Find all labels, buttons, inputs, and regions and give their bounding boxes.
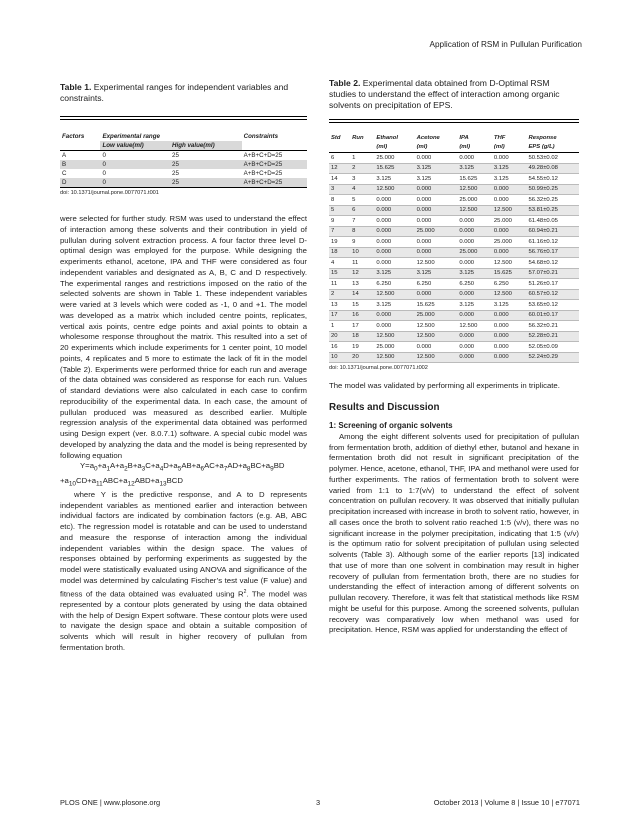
table-row	[329, 300, 579, 311]
equation-line-2	[60, 476, 307, 490]
t2-cell: 0.000	[457, 352, 492, 363]
t2-cell: 61.16±0.12	[528, 238, 558, 245]
eq-part: ABC+a	[102, 475, 128, 485]
eq-part: CD+a	[76, 475, 97, 485]
t2-cell: 3.125	[493, 175, 509, 182]
t2-cell: 60.01±0.17	[526, 310, 579, 321]
t2-unit: (ml)	[416, 144, 428, 151]
t2-cell: 12.500	[492, 205, 527, 216]
t2-cell: 12.500	[374, 184, 414, 195]
t2-cell: 12.500	[457, 205, 492, 216]
t2-cell: 16	[350, 310, 374, 321]
eq-part: BD	[273, 461, 285, 471]
t2-cell: 15.625	[374, 163, 414, 174]
t2-cell: 0.000	[493, 343, 509, 350]
left-column	[60, 78, 307, 654]
t2-cell: 19	[331, 238, 338, 245]
eq-sub: 6	[200, 465, 205, 473]
t2-cell: 9	[352, 238, 356, 245]
t2-cell: 25.000	[376, 343, 395, 350]
t2-cell: 12.500	[374, 331, 414, 342]
eq-part: D+a	[163, 461, 178, 471]
eq-part: ABD+a	[134, 475, 160, 485]
subsection-heading: 1: Screening of organic solvents	[329, 420, 453, 430]
t1-header-high: High value(ml)	[170, 141, 242, 151]
eq-sub: 10	[68, 480, 77, 488]
t2-cell: 0.000	[457, 331, 492, 342]
t1-header-factors: Factors	[62, 133, 85, 140]
table2-caption-text: Experimental data obtained from D-Optimal RSM studies to understand the effect of interaction among organic solvents on precipitation of EPS.	[329, 78, 560, 110]
table-row	[329, 153, 579, 164]
table-row	[60, 160, 307, 169]
t2-cell: 53.81±0.25	[526, 205, 579, 216]
t2-cell: 12	[329, 163, 350, 174]
table-row	[329, 247, 579, 258]
t2-cell: 5	[352, 196, 356, 203]
t2-cell: 4	[331, 259, 335, 266]
running-head: Application of RSM in Pullulan Purification	[429, 40, 582, 49]
t1-cell: 0	[102, 179, 106, 186]
table-row	[60, 169, 307, 178]
table2-caption	[329, 78, 579, 111]
t2-unit	[329, 143, 350, 153]
t2-cell: 7	[352, 217, 356, 224]
t2-cell: 0.000	[459, 154, 475, 161]
t2-cell: 0.000	[493, 322, 509, 329]
t2-cell: 11	[331, 280, 338, 287]
paragraph-text: where Y is the predictive response, and A to D represents independent variables as mentioned earlier and interaction between individual factors are indicated by combination factors (e.g. AB, ABC etc). The regression model is rotatable and can be used to understand and measure the response of interaction among the individual independent variables within the design space. The values of responses obtained by performing experiments as suggested by the model were statistically evaluated using ANOVA and significance of the model was determined by calculating Fischer’s test value (F value) and fitness of the data obtained was evaluated using R	[60, 489, 307, 599]
t2-header: Acetone	[416, 134, 440, 141]
table-row	[329, 321, 579, 332]
t2-cell: 0.000	[457, 226, 492, 237]
t2-cell: 15	[329, 268, 350, 279]
t1-cell: C	[62, 170, 67, 177]
t2-cell: 25.000	[457, 247, 492, 258]
t2-cell: 0.000	[492, 247, 527, 258]
t1-header-low: Low value(ml)	[100, 141, 170, 151]
t2-cell: 15	[352, 301, 359, 308]
t2-cell: 6.250	[459, 280, 475, 287]
table2	[329, 133, 579, 363]
t2-cell: 14	[331, 175, 338, 182]
table-row	[329, 289, 579, 300]
paragraph: Among the eight different solvents used for precipitation of pullulan from fermentation broth, addition of diethyl ether, butanol and hexane in fermentation broth did not result in significant precipitation of the polymer. Hence, acetone, ethanol, THF, IPA and methanol were used for further experiments. The ratios of fermentation broth to solvent were varied from 1:1 to 1:7(v/v) to understand the effect of solvent concentration on pullulan recovery. It was observed that initially pullulan precipitation increased with increase in broth to solvent ratio, however, in all cases once the broth to solvent ratio reached 1:5 (v/v), there was no significant increase in the polymer precipitation, indicating that 1:5 (v/v) is the optimum ratio for solvent precipitation of pullulan using selected solvents (Table 3). Although some of the earlier reports [13] indicated that use of more than one solvent in combination may result in higher recovery of pullulan from fermentation broth, there are no studies for understanding the effect of interaction among of different solvents on pullulan recovery. Therefore, it was felt that statistical methods like RSM might be useful for this purpose. Among the screened solvents, pullulan recovery was comparatively low when methanol was used for precipitation. Hence, RSM was applied for understanding the effect of	[329, 431, 579, 635]
t2-unit: (ml)	[493, 144, 505, 151]
t2-cell: 12.500	[416, 322, 435, 329]
t2-cell: 0.000	[376, 322, 392, 329]
eq-line1-rest	[97, 461, 285, 473]
t2-cell: 0.000	[493, 196, 509, 203]
t2-cell: 25.000	[415, 226, 458, 237]
eq-part: A+a	[110, 461, 125, 471]
t2-cell: 0.000	[374, 205, 414, 216]
right-body-2	[329, 432, 579, 636]
eq-sub: 13	[159, 480, 167, 488]
t2-cell: 3.125	[415, 268, 458, 279]
eq-part: BC+a	[250, 461, 271, 471]
t2-cell: 17	[329, 310, 350, 321]
t2-cell: 0.000	[459, 343, 475, 350]
t1-cell: A+B+C+D=25	[243, 152, 283, 159]
table-row	[329, 258, 579, 269]
eq-part: B+a	[127, 461, 142, 471]
t2-cell: 0.000	[457, 289, 492, 300]
eq-sub: 9	[270, 465, 274, 473]
t2-cell: 8	[331, 196, 335, 203]
t2-cell: 20	[329, 331, 350, 342]
footer-journal: PLOS ONE | www.plosone.org	[60, 798, 161, 807]
t1-header-constraints: Constraints	[243, 133, 279, 140]
eq-sub: 3	[141, 465, 146, 473]
t1-cell: A+B+C+D=25	[243, 170, 283, 177]
t2-cell: 51.26±0.17	[528, 280, 558, 287]
superscript: 2	[243, 588, 247, 595]
footer-issue: October 2013 | Volume 8 | Issue 10 | e77071	[433, 798, 580, 807]
t2-cell: 0.000	[492, 352, 527, 363]
t2-cell: 52.05±0.09	[528, 343, 558, 350]
t2-cell: 17	[352, 322, 359, 329]
t2-cell: 50.99±0.25	[526, 184, 579, 195]
t2-cell: 56.32±0.21	[528, 322, 558, 329]
t2-cell: 25.000	[415, 310, 458, 321]
equation-line-1	[60, 461, 307, 475]
t2-cell: 3.125	[459, 301, 475, 308]
t2-cell: 3.125	[492, 163, 527, 174]
t2-cell: 50.53±0.02	[528, 154, 558, 161]
section-heading: Results and Discussion	[329, 401, 440, 413]
table1	[60, 132, 307, 188]
paragraph: The model was validated by performing all experiments in triplicate.	[329, 381, 560, 390]
t2-cell: 0.000	[374, 310, 414, 321]
t2-cell: 0.000	[457, 310, 492, 321]
t2-cell: 0.000	[415, 184, 458, 195]
eq-part: BCD	[166, 475, 184, 485]
t2-cell: 0.000	[416, 217, 432, 224]
t2-cell: 3.125	[457, 163, 492, 174]
t2-cell: 0.000	[416, 196, 432, 203]
t2-cell: 54.68±0.12	[528, 259, 558, 266]
t2-cell: 12.500	[374, 352, 414, 363]
eq-sub: 1	[106, 465, 111, 473]
table1-doi: doi: 10.1371/journal.pone.0077071.t001	[60, 190, 159, 196]
t2-cell: 12.500	[493, 259, 512, 266]
t2-cell: 2	[329, 289, 350, 300]
t1-cell: 0	[102, 152, 106, 159]
t2-cell: 3.125	[374, 268, 414, 279]
t2-cell: 0.000	[492, 226, 527, 237]
eq-part: +a	[97, 461, 107, 471]
eq-part: Y=a	[80, 461, 95, 471]
t2-cell: 12.500	[416, 259, 435, 266]
t2-cell: 0.000	[416, 343, 432, 350]
t2-header: IPA	[459, 134, 469, 141]
table2-label: Table 2.	[329, 78, 361, 88]
t1-header-range: Experimental range	[102, 133, 160, 140]
table1-caption	[60, 82, 307, 104]
t2-cell: 25.000	[493, 217, 512, 224]
t2-cell: 0.000	[374, 226, 414, 237]
t1-cell: 25	[172, 152, 179, 159]
t2-cell: 4	[350, 184, 374, 195]
t2-cell: 15.625	[416, 301, 435, 308]
t2-header: Std	[331, 134, 341, 141]
t2-cell: 3.125	[376, 175, 392, 182]
table-row	[329, 184, 579, 195]
t2-cell: 0.000	[415, 289, 458, 300]
t2-cell: 0.000	[416, 154, 432, 161]
t2-cell: 14	[350, 289, 374, 300]
t2-cell: 60.94±0.21	[526, 226, 579, 237]
t1-cell: 25	[172, 179, 179, 186]
t2-cell: 0.000	[459, 217, 475, 224]
eq-sub: 12	[127, 480, 135, 488]
t1-cell: 0	[102, 170, 106, 177]
t2-cell: 49.28±0.08	[526, 163, 579, 174]
t1-cell: A	[62, 152, 67, 159]
table-row	[329, 237, 579, 248]
t2-header: Ethanol	[376, 134, 399, 141]
t2-cell: 0.000	[376, 196, 392, 203]
t2-cell: 6	[331, 154, 335, 161]
t2-cell: 0.000	[493, 154, 509, 161]
t2-cell: 1	[331, 322, 335, 329]
table2-doi: doi: 10.1371/journal.pone.0077071.t002	[329, 365, 428, 371]
table-row	[329, 331, 579, 342]
t2-cell: 16	[331, 343, 338, 350]
t2-cell: 10	[350, 247, 374, 258]
table-row	[329, 342, 579, 353]
table-row	[329, 174, 579, 185]
t2-cell: 0.000	[415, 205, 458, 216]
t2-cell: 52.28±0.21	[526, 331, 579, 342]
t2-cell: 56.32±0.25	[528, 196, 558, 203]
table-row	[329, 226, 579, 237]
table-row	[329, 279, 579, 290]
table-row	[329, 268, 579, 279]
t2-cell: 56.76±0.17	[526, 247, 579, 258]
t2-cell: 15.625	[492, 268, 527, 279]
t2-cell: 9	[331, 217, 335, 224]
t2-cell: 12.500	[415, 331, 458, 342]
t2-cell: 3.125	[416, 175, 432, 182]
t2-cell: 53.65±0.12	[528, 301, 558, 308]
eq-sub: 2	[124, 465, 128, 473]
paragraph-text: . The model was represented by a contour plots generated by using the data obtained with the help of Design Expert software. These contour plots were used to navigate the design space and obtain a suitable composition of solvents which will result in higher recovery of pullulan from fermentation broth.	[60, 589, 308, 652]
t2-cell: 0.000	[374, 247, 414, 258]
eq-part: AC+a	[204, 461, 224, 471]
t2-cell: 60.57±0.12	[526, 289, 579, 300]
t2-cell: 18	[329, 247, 350, 258]
t2-cell: 0.000	[376, 217, 392, 224]
t2-cell: 12.500	[457, 184, 492, 195]
t2-cell: 13	[331, 301, 338, 308]
eq-sub: 8	[246, 465, 251, 473]
t1-cell: B	[62, 161, 67, 168]
left-body	[60, 214, 307, 654]
eq-part: AD+a	[227, 461, 247, 471]
t2-cell: 1	[352, 154, 356, 161]
t2-cell: 6.250	[376, 280, 392, 287]
t2-cell: 12	[350, 268, 374, 279]
t2-cell: 19	[352, 343, 359, 350]
t2-cell: 0.000	[416, 238, 432, 245]
table-row	[329, 195, 579, 206]
t2-cell: 61.48±0.05	[528, 217, 558, 224]
t1-cell: 0	[102, 161, 106, 168]
eq-part: C+a	[145, 461, 160, 471]
t2-cell: 25.000	[376, 154, 395, 161]
t2-cell: 0.000	[376, 238, 392, 245]
t2-cell: 2	[350, 163, 374, 174]
t2-cell: 12.500	[492, 289, 527, 300]
t2-cell: 18	[350, 331, 374, 342]
t2-cell: 52.24±0.29	[526, 352, 579, 363]
t2-header: Response	[528, 134, 557, 141]
t2-cell: 54.55±0.12	[528, 175, 558, 182]
t2-cell: 12.500	[374, 289, 414, 300]
t1-cell: 25	[172, 161, 179, 168]
t1-cell: A+B+C+D=25	[243, 161, 283, 168]
t2-cell: 0.000	[492, 184, 527, 195]
table-row	[329, 310, 579, 321]
paragraph: were selected for further study. RSM was used to understand the effect of interaction among these solvents and their contribution in yield of pullulan during solvent extraction process. A four factor three level D-optimal design was employed for the purpose. While designing the experiments ethanol, acetone, IPA and THF were considered as four independent variables and designated as A, B, C and D respectively. The experimental ranges and restrictions imposed on the ratio of the selected solvents are shown in Table 1. These independent variables were varied at 3 levels which were coded as -1, 0 and +1. The model was developed as a matrix which included centre points, replicates, vertical axis points, centre edge points and axial points to obtain a wholesome response throughout the matrix. This resulted into a set of 20 experiments which include experiments for 1 center point, 10 model points, 4 replicates and 5 more to estimate the lack of fit in the model (Table 2). Experiments were performed thrice for each run and average of the data obtained was considered as response for each run. Values of standard deviations were also calculated in each case to confirm reproducibility of the experimental data. In each case, the amount of pullulan produced was measured as described earlier. Multiple regression analysis of the experimental data obtained was performed using Design expert (ver. 8.0.7.1) software. A special cubic model was developed by analyzing the data and the model is being represented by following equation	[60, 214, 307, 460]
t2-cell: 5	[329, 205, 350, 216]
eq-sub: 4	[159, 465, 164, 473]
eq-sub: 0	[94, 465, 98, 473]
t2-cell: 15.625	[459, 175, 478, 182]
table-row	[329, 163, 579, 174]
t2-cell: 12.500	[459, 322, 478, 329]
table1-caption-text: Experimental ranges for independent variables and constraints.	[60, 82, 289, 103]
eq-sub: 11	[96, 480, 103, 488]
right-column	[329, 78, 579, 636]
t1-cell: D	[62, 179, 67, 186]
t2-cell: 0.000	[459, 259, 475, 266]
t2-unit: EPS (g/L)	[528, 144, 555, 151]
eq-sub: 5	[177, 465, 182, 473]
eq-part: AB+a	[181, 461, 201, 471]
t2-cell: 3	[329, 184, 350, 195]
table-row	[329, 216, 579, 227]
table-row	[329, 352, 579, 363]
table-row	[60, 151, 307, 161]
t2-unit: (ml)	[376, 144, 388, 151]
t2-cell: 0.000	[415, 247, 458, 258]
eq-sub: 7	[223, 465, 228, 473]
t2-header: THF	[493, 134, 506, 141]
t2-cell: 13	[352, 280, 359, 287]
table-row	[329, 205, 579, 216]
t2-cell: 8	[350, 226, 374, 237]
right-body	[329, 381, 579, 392]
t2-cell: 6	[350, 205, 374, 216]
t2-cell: 3.125	[493, 301, 509, 308]
t2-cell: 10	[329, 352, 350, 363]
t2-cell: 0.000	[376, 259, 392, 266]
t2-header: Run	[352, 134, 364, 141]
t2-cell: 57.07±0.21	[526, 268, 579, 279]
t1-cell: 25	[172, 170, 179, 177]
t2-cell: 25.000	[459, 196, 478, 203]
t2-cell: 3.125	[376, 301, 392, 308]
t2-cell: 3.125	[457, 268, 492, 279]
t2-cell: 12.500	[415, 352, 458, 363]
t2-cell: 0.000	[459, 238, 475, 245]
t2-cell: 6.250	[416, 280, 432, 287]
t2-cell: 3.125	[415, 163, 458, 174]
t2-cell: 25.000	[493, 238, 512, 245]
footer-page-number: 3	[316, 798, 321, 807]
t2-cell: 7	[329, 226, 350, 237]
t2-unit: (ml)	[459, 144, 471, 151]
t2-cell: 20	[350, 352, 374, 363]
t2-cell: 0.000	[492, 331, 527, 342]
eq-part: +a	[60, 475, 69, 485]
table-row	[60, 178, 307, 188]
table1-label: Table 1.	[60, 82, 92, 92]
t2-unit	[350, 143, 374, 153]
t2-cell: 0.000	[492, 310, 527, 321]
t2-cell: 11	[352, 259, 359, 266]
t2-cell: 3	[352, 175, 356, 182]
t2-cell: 6.250	[493, 280, 509, 287]
t1-cell: A+B+C+D=25	[243, 179, 283, 186]
paragraph	[60, 490, 307, 654]
